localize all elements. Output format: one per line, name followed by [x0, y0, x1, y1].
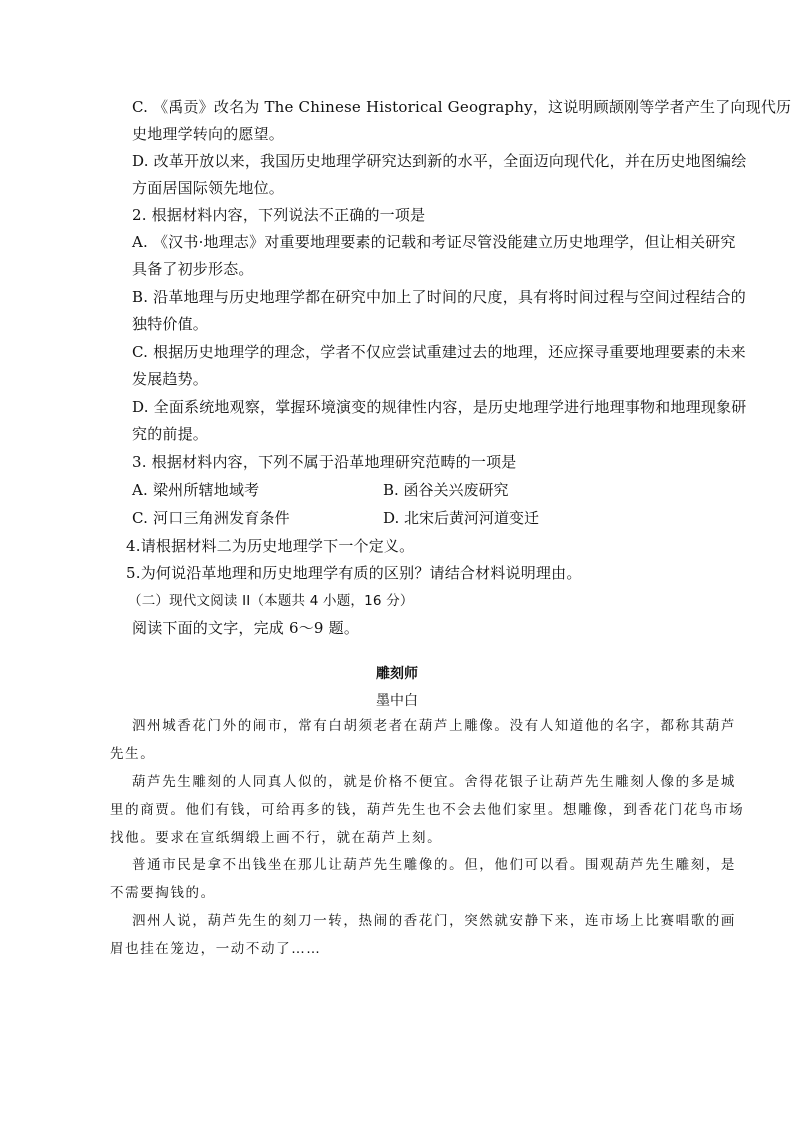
q2-option-c-line1: C. 根据历史地理学的理念，学者不仅应尝试重建过去的地理，还应探寻重要地理要素的未来: [132, 343, 746, 361]
q1-option-c-line1: C. 《禹贡》改名为 The Chinese Historical Geography，这说明顾颉刚等学者产生了向现代历: [132, 98, 792, 116]
story-p2-line1: 葫芦先生雕刻的人同真人似的，就是价格不便宜。舍得花银子让葫芦先生雕刻人像的多是城: [132, 774, 736, 790]
q1-option-d-line2: 方面居国际领先地位。: [132, 179, 285, 197]
q2-stem: 2. 根据材料内容，下列说法不正确的一项是: [132, 206, 426, 224]
story-p3-line1: 普通市民是拿不出钱坐在那儿让葫芦先生雕像的。但，他们可以看。围观葫芦先生雕刻，是: [132, 857, 736, 873]
q2-option-c-line2: 发展趋势。: [132, 370, 209, 388]
q1-option-c-line2: 史地理学转向的愿望。: [132, 125, 285, 143]
story-p3-line2: 不需要掏钱的。: [110, 885, 216, 901]
q3-option-c: C. 河口三角洲发育条件: [132, 509, 290, 527]
story-author: 墨中白: [376, 693, 418, 709]
story-p2-line2: 里的商贾。他们有钱，可给再多的钱，葫芦先生也不会去他们家里。想雕像，到香花门花鸟市场: [110, 802, 745, 818]
q2-option-b-line2: 独特价值。: [132, 315, 209, 333]
section-heading: （二）现代文阅读 II（本题共 4 小题，16 分）: [128, 593, 414, 609]
section-instruction: 阅读下面的文字，完成 6～9 题。: [132, 619, 360, 637]
q5-text: 5.为何说沿革地理和历史地理学有质的区别？请结合材料说明理由。: [126, 564, 582, 582]
q2-option-a-line2: 具备了初步形态。: [132, 260, 254, 278]
story-p4-line1: 泗州人说，葫芦先生的刻刀一转，热闹的香花门，突然就安静下来，连市场上比赛唱歌的画: [132, 913, 736, 929]
q3-stem: 3. 根据材料内容，下列不属于沿革地理研究范畴的一项是: [132, 453, 517, 471]
q3-option-a: A. 梁州所辖地域考: [132, 481, 260, 499]
q2-option-b-line1: B. 沿革地理与历史地理学都在研究中加上了时间的尺度，具有将时间过程与空间过程结合的: [132, 288, 746, 306]
q2-option-d-line1: D. 全面系统地观察，掌握环境演变的规律性内容，是历史地理学进行地理事物和地理现象研: [132, 398, 747, 416]
story-p4-line2: 眉也挂在笼边，一动不动了……: [110, 941, 322, 957]
q2-option-a-line1: A. 《汉书·地理志》对重要地理要素的记载和考证尽管没能建立历史地理学，但让相关研究: [132, 233, 736, 251]
story-p2-line3: 找他。要求在宣纸绸缎上画不行，就在葫芦上刻。: [110, 830, 443, 846]
q3-option-d: D. 北宋后黄河河道变迁: [383, 509, 540, 527]
story-p1-line1: 泗州城香花门外的闹市，常有白胡须老者在葫芦上雕像。没有人知道他的名字，都称其葫芦: [132, 718, 736, 734]
q2-option-d-line2: 究的前提。: [132, 425, 209, 443]
q1-option-d-line1: D. 改革开放以来，我国历史地理学研究达到新的水平，全面迈向现代化，并在历史地图编绘: [132, 152, 747, 170]
q4-text: 4.请根据材料二为历史地理学下一个定义。: [126, 537, 415, 555]
q3-option-b: B. 函谷关兴废研究: [383, 481, 509, 499]
story-title: 雕刻师: [376, 666, 418, 682]
story-p1-line2: 先生。: [110, 746, 156, 762]
